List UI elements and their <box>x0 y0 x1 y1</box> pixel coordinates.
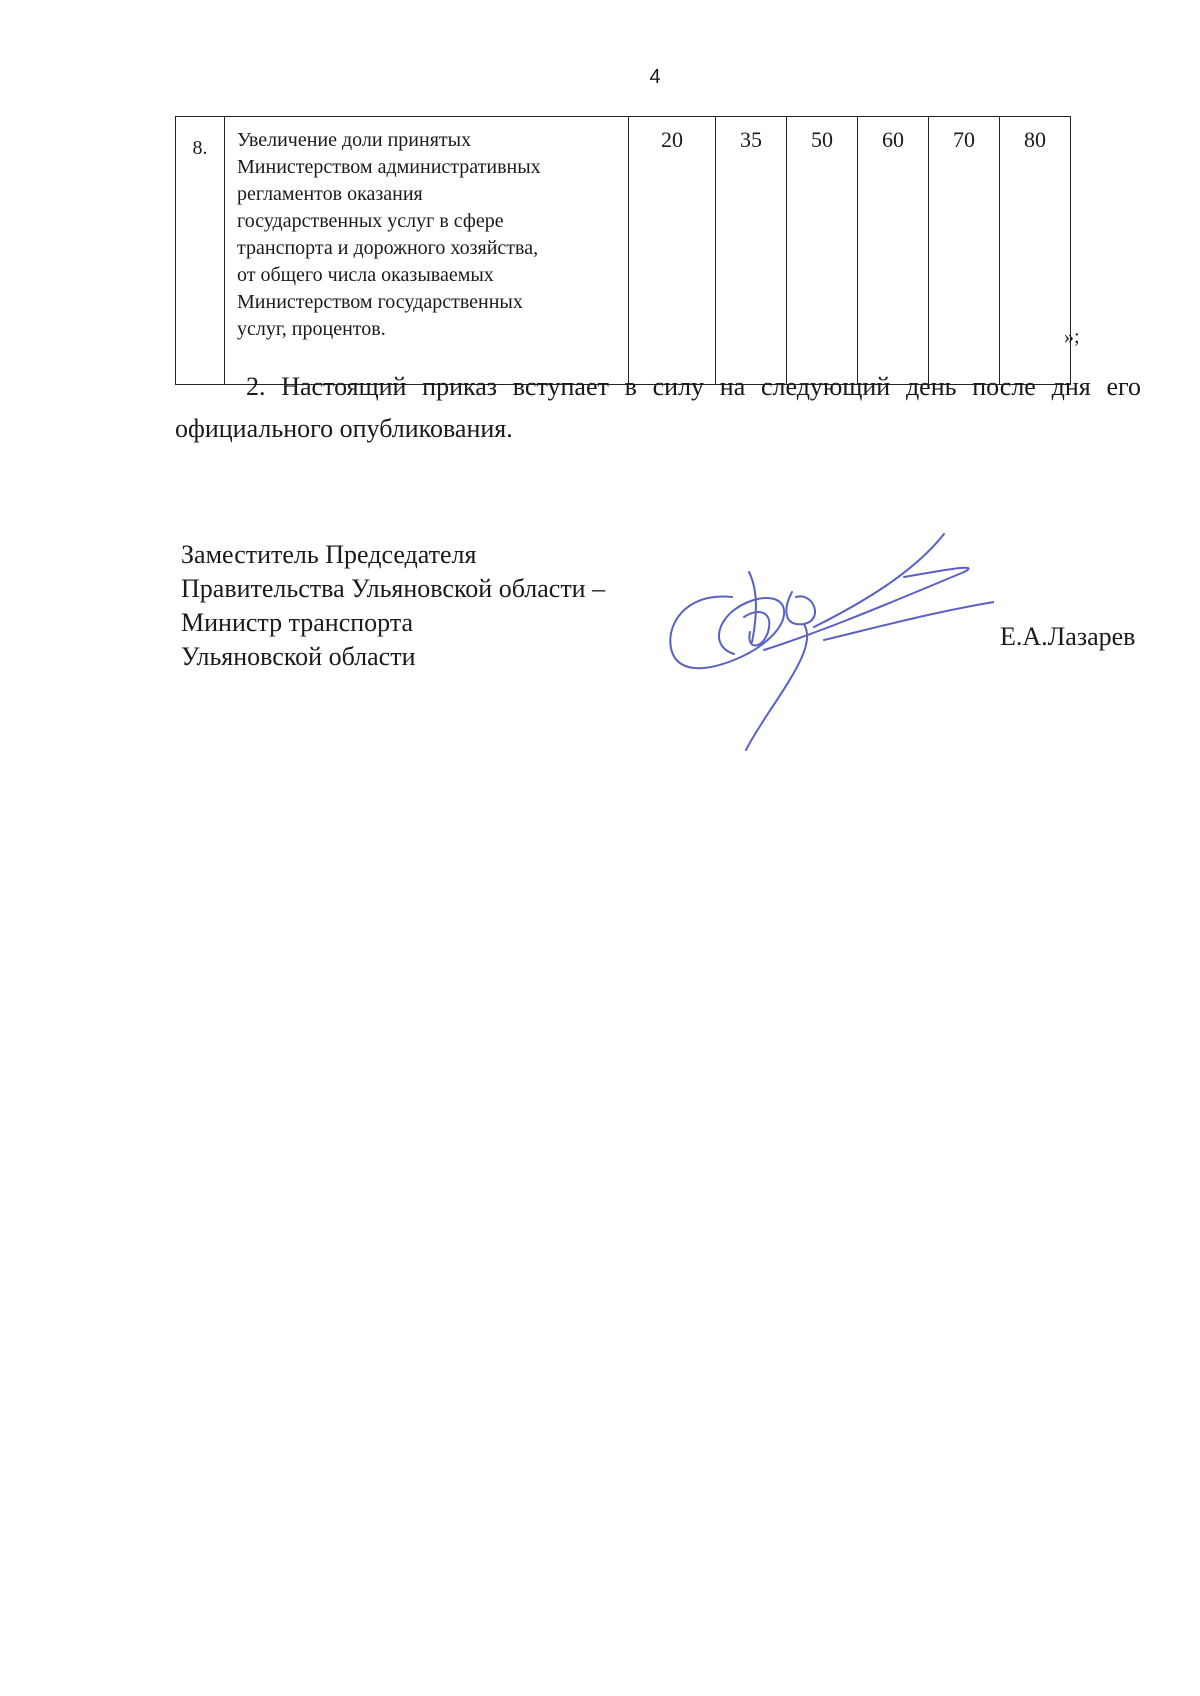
description-line: регламентов оказания <box>237 183 423 205</box>
order-paragraph: 2. Настоящий приказ вступает в силу на следующий день после дня его официального опубликования. <box>175 372 1141 443</box>
description-line: Министерством государственных <box>237 291 523 313</box>
value-cell: 50 <box>787 117 858 385</box>
table-row <box>176 117 1071 385</box>
description-line: Министерством административных <box>237 156 541 178</box>
value-cell: 80 <box>1000 117 1071 385</box>
signer-title-line: Министр транспорта <box>181 608 414 637</box>
page-number: 4 <box>649 66 661 88</box>
signer-title-line: Заместитель Председателя <box>181 540 477 569</box>
description-line: Увеличение доли принятых <box>237 129 472 151</box>
value-cell: 70 <box>929 117 1000 385</box>
value-cell: 20 <box>629 117 716 385</box>
signer-name: Е.А.Лазарев <box>1000 622 1136 651</box>
description-line: транспорта и дорожного хозяйства, <box>237 237 539 259</box>
closing-quote: »; <box>1064 326 1080 348</box>
signer-title-line: Правительства Ульяновской области – <box>181 574 606 603</box>
description-line: услуг, процентов. <box>237 318 386 340</box>
handwritten-signature <box>664 532 994 757</box>
signer-title-line: Ульяновской области <box>181 642 416 671</box>
value-cell: 60 <box>858 117 929 385</box>
description-line: от общего числа оказываемых <box>237 264 494 286</box>
signer-title <box>181 538 605 674</box>
indicators-table <box>175 116 1071 385</box>
row-number-cell: 8. <box>176 117 225 385</box>
row-description-cell <box>225 117 629 385</box>
description-line: государственных услуг в сфере <box>237 210 504 232</box>
value-cell: 35 <box>716 117 787 385</box>
